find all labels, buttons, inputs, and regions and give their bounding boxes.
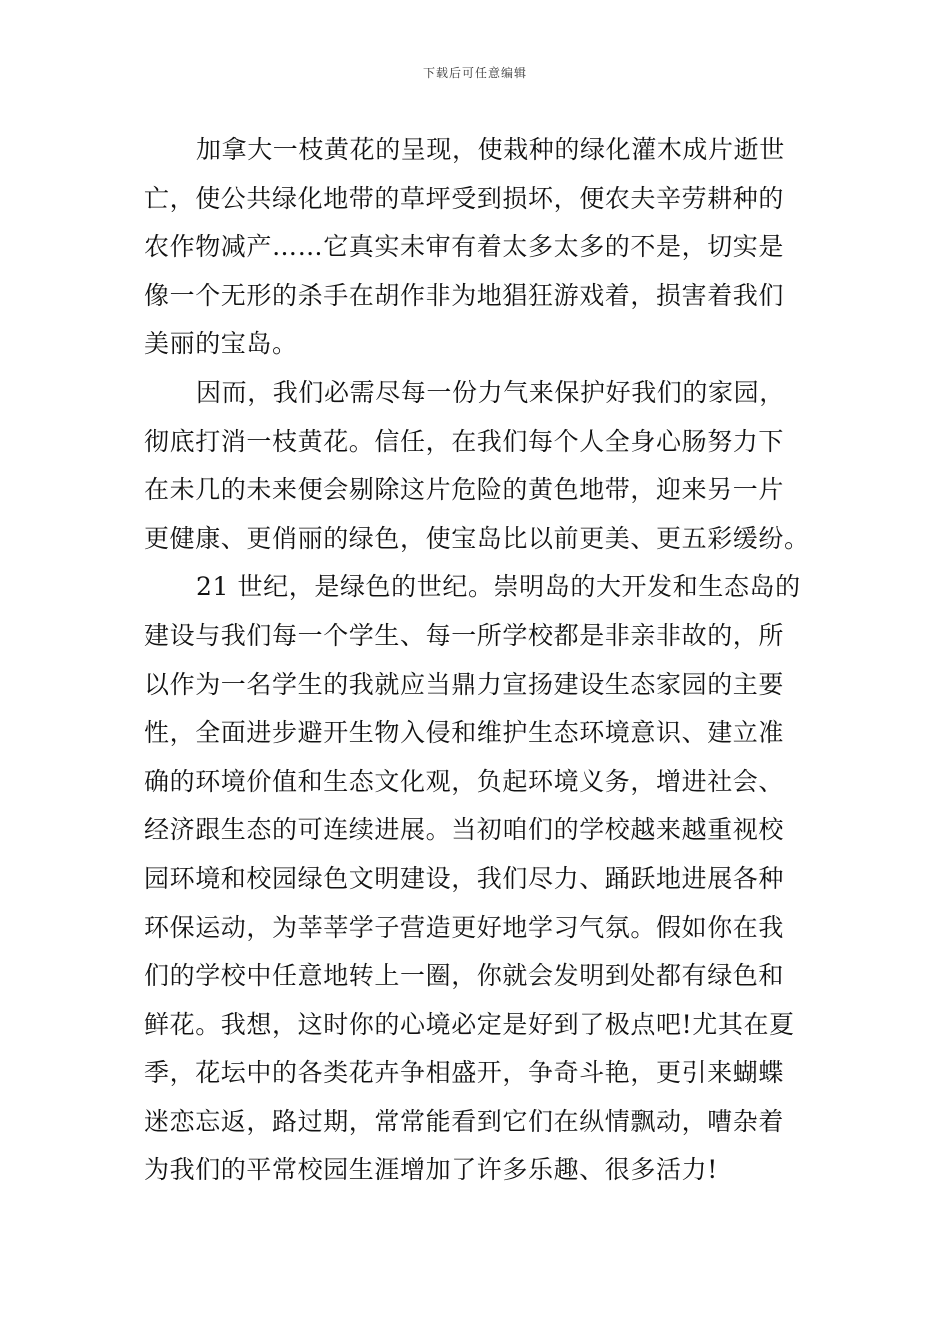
text-line: 季，花坛中的各类花卉争相盛开，争奇斗艳，更引来蝴蝶 <box>144 1058 785 1088</box>
text-line: 园环境和校园绿色文明建设，我们尽力、踊跃地进展各种 <box>144 863 785 893</box>
text-line: 美丽的宝岛。 <box>144 329 298 359</box>
text-line: 迷恋忘返，路过期，常常能看到它们在纵情飘动，嘈杂着 <box>144 1106 785 1136</box>
text-line: 们的学校中任意地转上一圈，你就会发明到处都有绿色和 <box>144 961 785 991</box>
text-line: 像一个无形的杀手在胡作非为地猖狂游戏着，损害着我们 <box>144 280 785 310</box>
text-line: 加拿大一枝黄花的呈现，使栽种的绿化灌木成片逝世 <box>196 135 785 164</box>
text-line: 确的环境价值和生态文化观，负起环境义务，增进社会、 <box>144 766 785 796</box>
text-line: 为我们的平常校园生涯增加了许多乐趣、很多活力! <box>144 1155 718 1185</box>
paragraph-2 <box>144 369 812 563</box>
text-line: 亡，使公共绿化地带的草坪受到损坏，便农夫辛劳耕种的 <box>144 183 785 213</box>
text-line: 鲜花。我想，这时你的心境必定是好到了极点吧!尤其在夏 <box>144 1009 795 1039</box>
text-line: 性，全面进步避开生物入侵和维护生态环境意识、建立准 <box>144 718 785 748</box>
text-line: 建设与我们每一个学生、每一所学校都是非亲非故的，所 <box>144 620 785 650</box>
text-line: 彻底打消一枝黄花。信任，在我们每个人全身心肠努力下 <box>144 426 785 456</box>
paragraph-1 <box>144 126 812 369</box>
text-line: 在未几的未来便会剔除这片危险的黄色地带，迎来另一片 <box>144 475 785 505</box>
article-body <box>144 126 812 1195</box>
paragraph-3 <box>144 563 812 1195</box>
text-line: 经济跟生态的可连续进展。当初咱们的学校越来越重视校 <box>144 815 785 845</box>
text-line: 21 世纪，是绿色的世纪。崇明岛的大开发和生态岛的 <box>196 572 801 602</box>
text-line: 农作物减产……它真实未审有着太多太多的不是，切实是 <box>144 232 785 262</box>
text-line: 更健康、更俏丽的绿色，使宝岛比以前更美、更五彩缓纷。 <box>144 523 810 553</box>
text-line: 以作为一名学生的我就应当鼎力宣扬建设生态家园的主要 <box>144 669 785 699</box>
text-line: 环保运动，为莘莘学子营造更好地学习气氛。假如你在我 <box>144 912 785 942</box>
page-header: 下载后可任意编辑 <box>422 66 527 80</box>
text-line: 因而，我们必需尽每一份力气来保护好我们的家园， <box>196 377 785 407</box>
